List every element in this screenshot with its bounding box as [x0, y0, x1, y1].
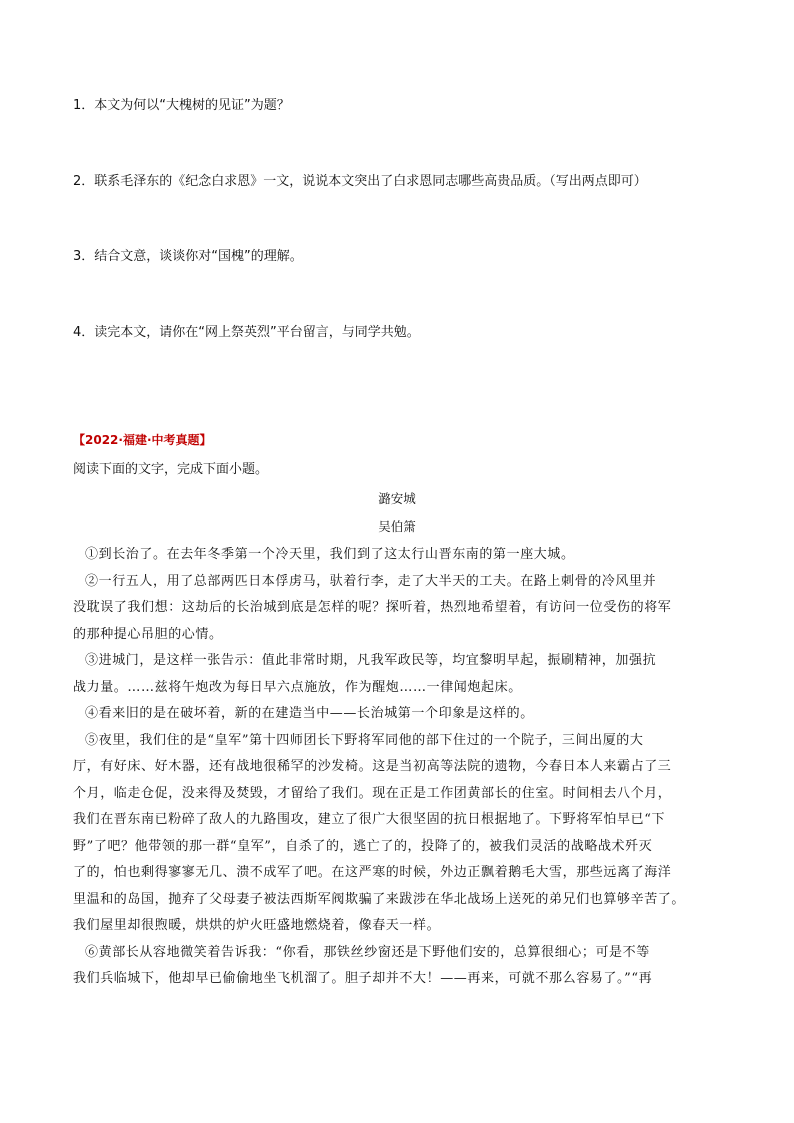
article-line: ③进城门，是这样一张告示：值此非常时期，凡我军政民等，均宜黎明早起，振刷精神，加强抗 [85, 653, 657, 668]
article-line: 了的，怕也剩得寥寥无几、溃不成军了吧。在这严寒的时候，外边正飘着鹅毛大雪，那些远离了海洋 [73, 865, 672, 880]
article-line: ⑥黄部长从容地微笑着告诉我：“你看，那铁丝纱窗还是下野他们安的，总算很细心；可是不等 [85, 944, 650, 960]
article-line: 里温和的岛国，抛弃了父母妻子被法西斯军阀欺骗了来跋涉在华北战场上送死的弟兄们也算够辛苦了。 [73, 891, 686, 907]
article-body [73, 542, 723, 993]
article-line: ⑤夜里，我们住的是“皇军”第十四师团长下野将军同他的部下住过的一个院子，三间出厦的大 [85, 732, 644, 748]
question-4: 4．读完本文，请你在“网上祭英烈”平台留言，与同学共勉。 [73, 325, 420, 340]
reading-instruction: 阅读下面的文字，完成下面小题。 [73, 462, 269, 477]
article-line: 我们屋里却很煦暖，烘烘的炉火旺盛地燃烧着，像春天一样。 [73, 918, 441, 933]
article-line: 我们在晋东南已粉碎了敌人的九路围攻，建立了很广大很坚固的抗日根据地了。下野将军怕早已“下 [73, 812, 666, 827]
article-line: ①到长治了。在去年冬季第一个冷天里，我们到了这太行山晋东南的第一座大城。 [85, 547, 575, 562]
article-line: 厅，有好床、好木器，还有战地很稀罕的沙发椅。这是当初高等法院的遗物，今春日本人来霸占了三 [73, 759, 672, 774]
article-line: 战力量。……兹将午炮改为每日早六点施放，作为醒炮……一律闻炮起床。 [73, 679, 522, 695]
article-line: 的那种提心吊胆的心情。 [73, 626, 223, 642]
article-author: 吴伯箫 [378, 519, 416, 534]
section-heading: 【2022·福建·中考真题】 [73, 433, 212, 447]
article-line: ②一行五人，用了总部两匹日本俘虏马，驮着行李，走了大半天的工夫。在路上刺骨的冷风里并 [85, 573, 657, 589]
article-line: 我们兵临城下，他却早已偷偷地坐飞机溜了。胆子却并不大！——再来，可就不那么容易了。”“再 [73, 971, 653, 986]
article-line: 个月，临走仓促，没来得及焚毁，才留给了我们。现在正是工作团黄部长的住室。时间相去八个月， [73, 785, 672, 801]
question-3: 3．结合文意，谈谈你对“国槐”的理解。 [73, 249, 303, 264]
article-line: 没耽误了我们想：这劫后的长治城到底是怎样的呢？探听着，热烈地希望着，有访问一位受伤的将军 [73, 600, 672, 615]
question-1: 1．本文为何以“大槐树的见证”为题？ [73, 98, 290, 113]
question-2: 2．联系毛泽东的《纪念白求恩》一文，说说本文突出了白求恩同志哪些高贵品质。（写出两点即可） [73, 174, 647, 189]
article-title: 潞安城 [378, 491, 416, 506]
article-line: 野”了吧？他带领的那一群“皇军”，自杀了的，逃亡了的，投降了的，被我们灵活的战略战术歼灭 [73, 838, 653, 854]
article-line: ④看来旧的是在破坏着，新的在建造当中——长治城第一个印象是这样的。 [85, 706, 534, 721]
